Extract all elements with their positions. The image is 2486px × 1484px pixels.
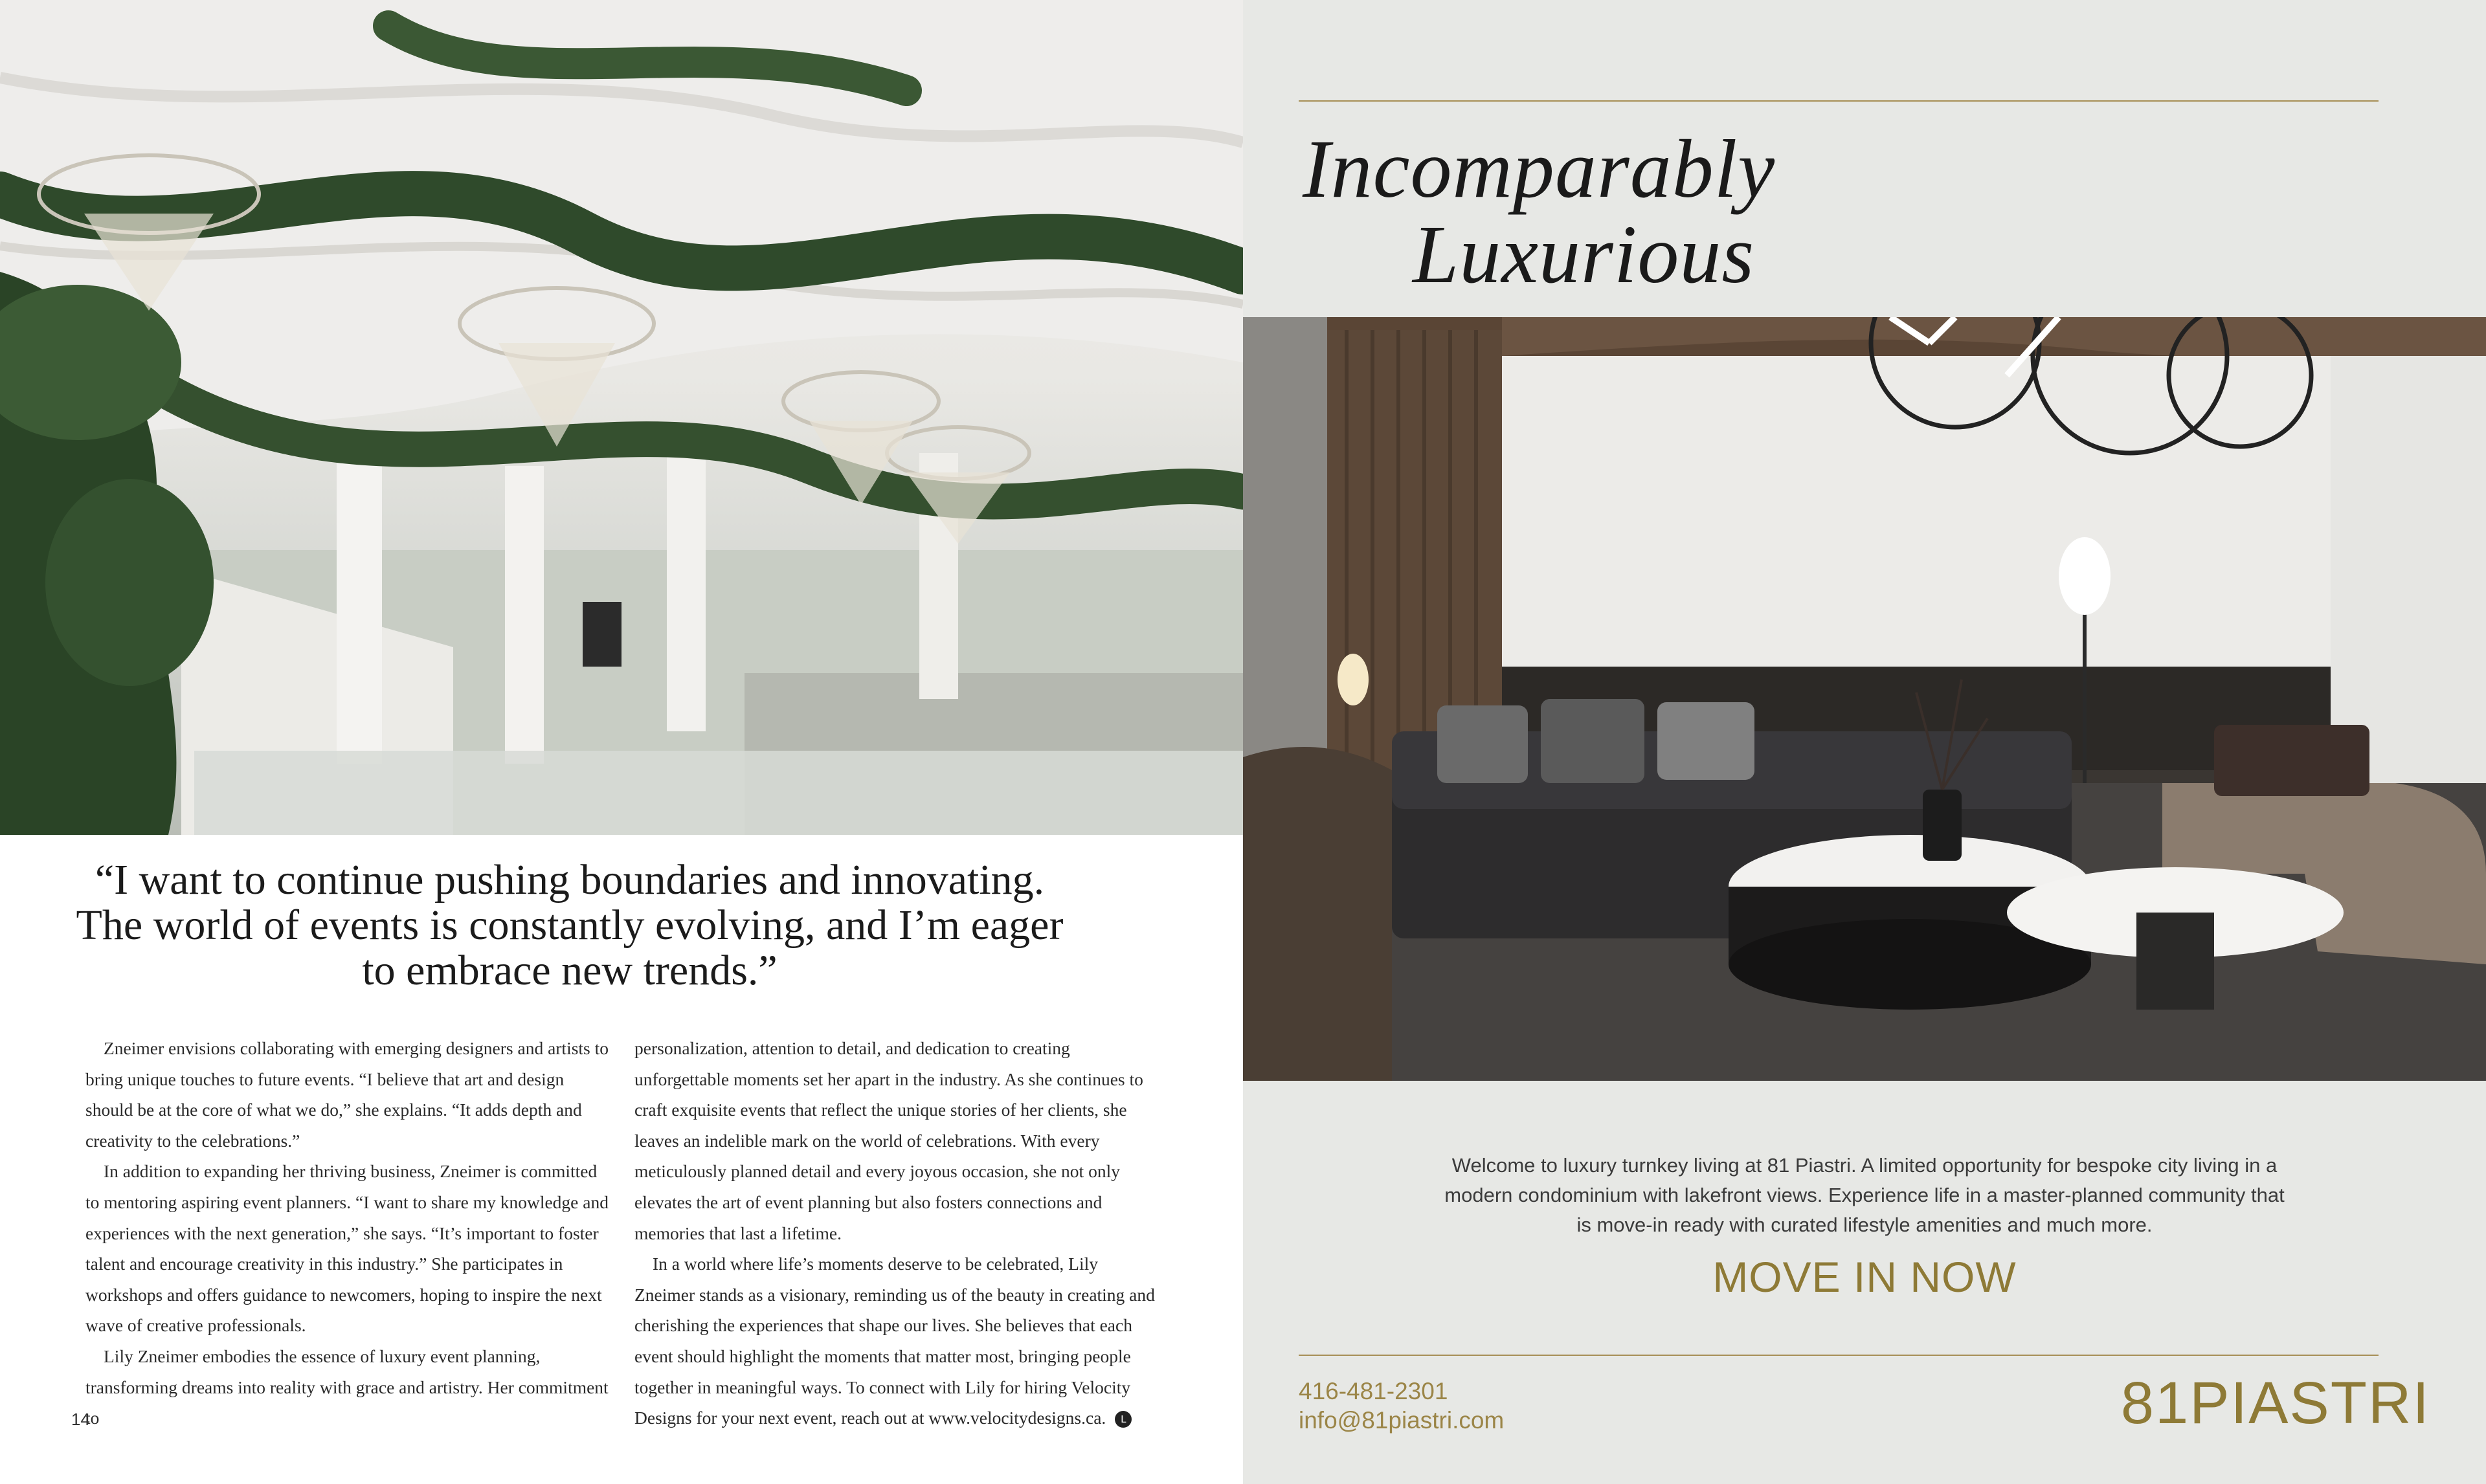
move-in-now-cta: MOVE IN NOW [1712, 1253, 2017, 1301]
headline-line-2: Luxurious [1413, 208, 1755, 300]
article-column-1 [85, 1033, 610, 1434]
paragraph-text: In a world where life’s moments deserve to be celebrated, Lily Zneimer stands as a visionary, reminding us of the beauty in creating and cherishing the experiences that shape our lives. She believes that each event should highlight the moments that matter most, bringing people together in meaningful ways. To connect with Lily for hiring Velocity Designs for your next event, reach out at www.velocitydesigns.ca. [634, 1254, 1155, 1428]
photo-living-room-illustration [1243, 317, 2486, 1081]
contact-block [1299, 1377, 1504, 1435]
photo-living-room [1243, 317, 2486, 1081]
article-body [85, 1033, 1199, 1434]
ad-headline [1303, 123, 1776, 300]
paragraph-with-end-mark [634, 1248, 1159, 1434]
paragraph: Zneimer envisions collaborating with emerging designers and artists to bring unique touches to future events. “I believe that art and design should be at the core of what we do,” she explains. “It adds depth and creativity to the celebrations.” [85, 1038, 609, 1151]
photo-tent-wedding-illustration [0, 0, 1243, 835]
headline-line-1: Incomparably [1303, 123, 1776, 215]
paragraph: Lily Zneimer embodies the essence of luxury event planning, transforming dreams into reality with grace and artistry. Her commitment to [85, 1346, 609, 1428]
photo-tent-wedding [0, 0, 1243, 835]
pull-quote: “I want to continue pushing boundaries and innovating. The world of events is constantly evolving, and I’m eager to embrace new trends.” [76, 856, 1064, 994]
phone-number: 416-481-2301 [1299, 1378, 1448, 1404]
right-page-ad [1243, 0, 2486, 1484]
ad-copy: Welcome to luxury turnkey living at 81 Piastri. A limited opportunity for bespoke city living in a modern condominium with lakefront views. Experience life in a master-planned community that is move-in ready with curated lifestyle amenities and much more. [1444, 1154, 2285, 1236]
bottom-divider [1299, 1355, 2379, 1356]
article-column-2 [634, 1033, 1159, 1434]
brand-logo: 81PIASTRI [2120, 1370, 2430, 1436]
email-address: info@81piastri.com [1299, 1407, 1505, 1434]
paragraph: In addition to expanding her thriving business, Zneimer is committed to mentoring aspiring event planners. “I want to share my knowledge and experiences with the next generation,” she says. “It’s important to foster talent and encourage creativity in this industry.” She participates in workshops and offers guidance to newcomers, hoping to inspire the next wave of creative professionals. [85, 1161, 609, 1336]
paragraph: personalization, attention to detail, and dedication to creating unforgettable moments set her apart in the industry. As she continues to craft exquisite events that reflect the unique stories of her clients, she leaves an indelible mark on the world of celebrations. With every meticulously planned detail and every joyous occasion, she not only elevates the art of event planning but also fosters connections and memories that last a lifetime. [634, 1038, 1143, 1243]
page-number: 14 [71, 1410, 90, 1429]
end-mark-icon: L [1115, 1411, 1132, 1428]
top-divider [1299, 100, 2379, 102]
